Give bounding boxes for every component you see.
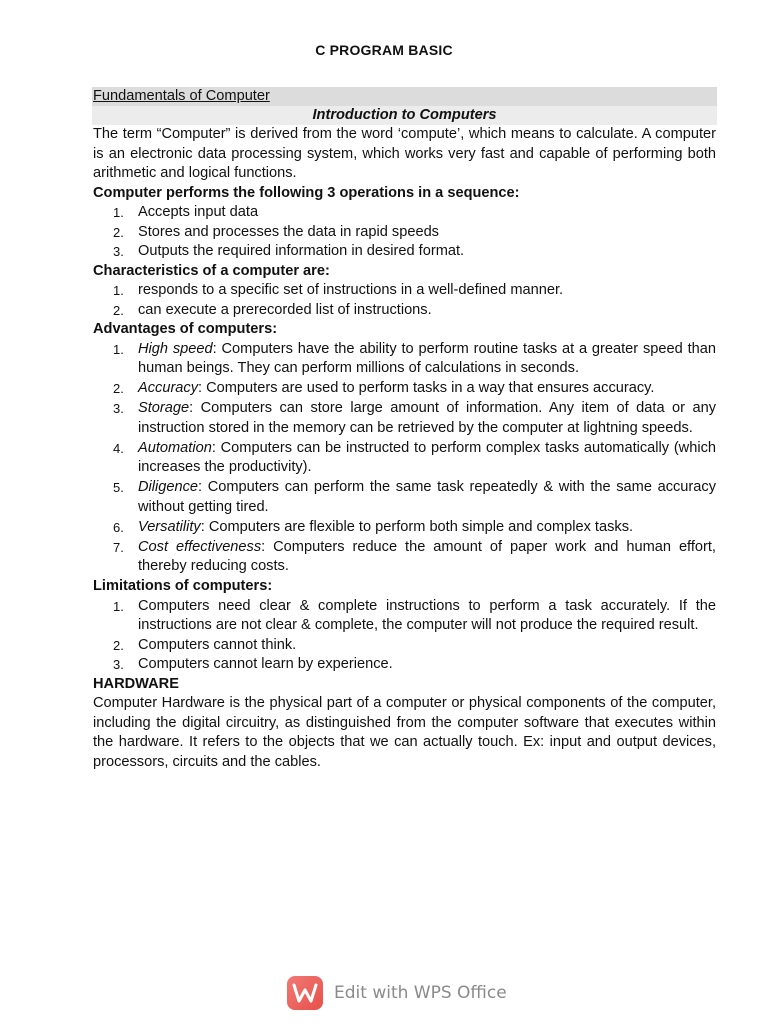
limitations-heading: Limitations of computers:: [93, 578, 273, 594]
advantages-list: [93, 340, 716, 577]
list-item: [93, 340, 716, 379]
list-number: 4.: [113, 440, 124, 456]
list-item: [93, 597, 716, 636]
list-item: [93, 518, 716, 538]
wps-w-glyph: [292, 982, 318, 1004]
list-number: 7.: [113, 539, 124, 555]
advantage-term: Automation: [138, 439, 212, 456]
list-item: [93, 636, 716, 656]
section-header: Fundamentals of Computer: [92, 87, 717, 106]
list-item: [93, 399, 716, 438]
list-item-text: : Computers reduce the amount of paper work and human effort, thereby reducing costs.: [138, 538, 716, 574]
list-item: [93, 203, 716, 223]
list-item: [93, 242, 716, 262]
wps-watermark[interactable]: [287, 976, 507, 1010]
advantage-term: Diligence: [138, 479, 199, 495]
list-number: 2.: [113, 224, 124, 240]
list-number: 1.: [113, 598, 124, 614]
list-number: 2.: [113, 637, 124, 653]
list-item-text: Stores and processes the data in rapid speeds: [138, 223, 439, 240]
list-number: 2.: [113, 381, 124, 396]
list-item-text: Computers cannot learn by experience.: [138, 656, 393, 672]
list-number: 6.: [113, 519, 124, 535]
list-item-text: can execute a prerecorded list of instructions.: [138, 301, 432, 318]
advantages-heading: Advantages of computers:: [93, 321, 278, 337]
list-item: [93, 439, 716, 478]
list-item: [93, 223, 716, 243]
list-item-text: responds to a specific set of instructions in a well-defined manner.: [138, 282, 564, 298]
list-number: 1.: [113, 341, 124, 357]
list-item: [93, 301, 716, 321]
list-item-text: : Computers are used to perform tasks in a way that ensures accuracy.: [198, 380, 655, 396]
operations-list: [93, 203, 716, 262]
wps-logo-icon: [287, 976, 323, 1010]
list-item-text: Computers cannot think.: [138, 636, 297, 653]
list-number: 1.: [113, 283, 124, 298]
hardware-heading: HARDWARE: [93, 675, 179, 692]
advantage-term: Cost effectiveness: [138, 538, 262, 555]
list-number: 3.: [113, 657, 124, 672]
advantage-term: Storage: [138, 400, 190, 416]
document-body: [93, 87, 716, 772]
list-item-text: : Computers can perform the same task repeatedly & with the same accuracy without getting tired.: [138, 479, 716, 515]
list-item-text: : Computers can be instructed to perform complex tasks automatically (which increases the productivity).: [138, 439, 716, 475]
limitations-list: [93, 597, 716, 675]
hardware-paragraph: Computer Hardware is the physical part of a computer or physical components of the computer, including the digital circuitry, as distinguished from the computer software that executes within the hardware. It refers to the objects that we can actually touch. Ex: input and output devices, processors, circuits and the cables.: [93, 695, 716, 770]
document-title: C PROGRAM BASIC: [315, 42, 453, 58]
list-item-text: Accepts input data: [138, 204, 259, 220]
list-item-text: : Computers have the ability to perform routine tasks at a greater speed than human beings. They can perform millions of calculations in seconds.: [138, 340, 716, 376]
advantage-term: Accuracy: [138, 380, 199, 396]
list-item-text: : Computers can store large amount of information. Any item of data or any instruction stored in the memory can be retrieved by the computer at lightning speeds.: [138, 400, 716, 436]
list-number: 3.: [113, 244, 124, 259]
advantage-term: High speed: [138, 340, 213, 357]
intro-paragraph: The term “Computer” is derived from the word ‘compute’, which means to calculate. A computer is an electronic data processing system, which works very fast and capable of performing both arithmetic and logical functions.: [93, 126, 716, 181]
wps-watermark-text: Edit with WPS Office: [334, 983, 507, 1003]
list-item-text: Computers need clear & complete instructions to perform a task accurately. If the instructions are not clear & complete, the computer will not produce the required result.: [138, 597, 716, 633]
list-item: [93, 478, 716, 517]
list-item: [93, 379, 716, 399]
characteristics-list: [93, 281, 716, 320]
list-item: [93, 281, 716, 301]
list-item: [93, 655, 716, 675]
section-subtitle: Introduction to Computers: [92, 106, 717, 125]
advantage-term: Versatility: [138, 518, 201, 535]
operations-heading: Computer performs the following 3 operations in a sequence:: [93, 184, 520, 201]
list-number: 2.: [113, 302, 124, 318]
list-item-text: : Computers are flexible to perform both simple and complex tasks.: [200, 518, 634, 535]
characteristics-heading: Characteristics of a computer are:: [93, 262, 330, 279]
list-item: [93, 538, 716, 577]
list-item-text: Outputs the required information in desired format.: [138, 243, 465, 259]
list-number: 3.: [113, 401, 124, 416]
list-number: 5.: [113, 480, 124, 495]
list-number: 1.: [113, 205, 124, 220]
